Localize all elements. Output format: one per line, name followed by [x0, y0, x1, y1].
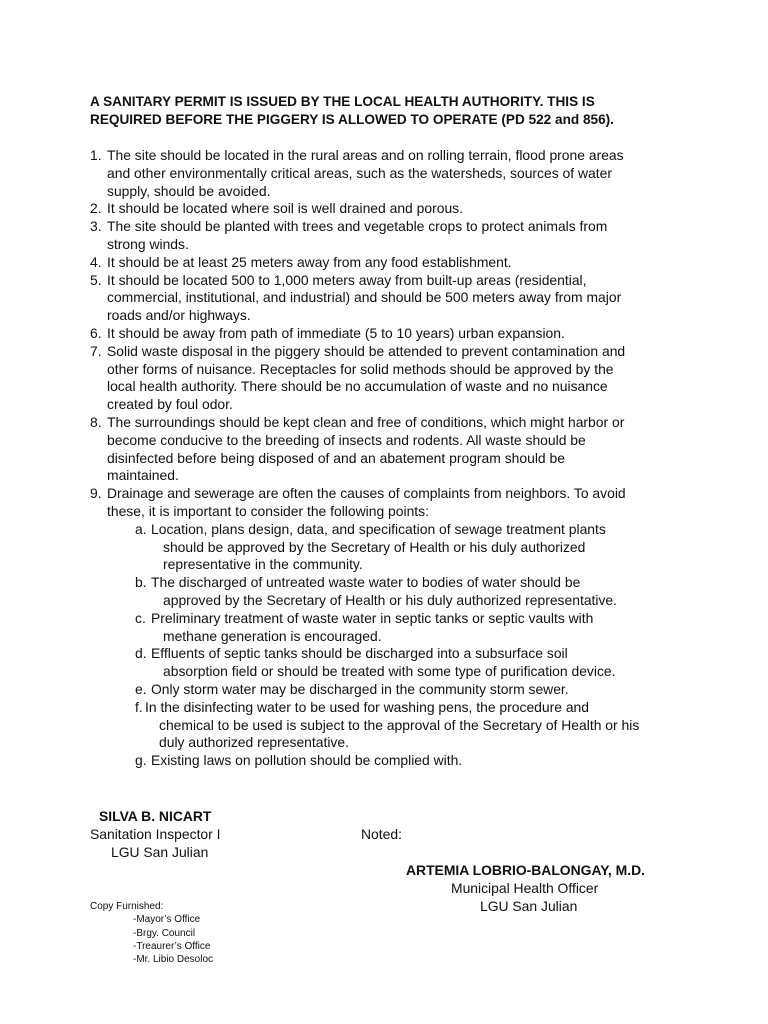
item-text: It should be located where soil is well drained and porous. — [107, 200, 463, 217]
sublist-item — [135, 574, 730, 610]
copy-recipient: -Mayor’s Office — [133, 914, 201, 925]
sublist-text: absorption field or should be treated with some type of purification device. — [163, 663, 616, 680]
item-number: 9. — [90, 485, 102, 502]
sublist-item — [135, 521, 730, 574]
copy-furnished-label: Copy Furnished: — [90, 901, 164, 912]
inspector-title: Sanitation Inspector I — [90, 826, 221, 842]
item-text: local health authority. There should be no accumulation of waste and no nuisance — [107, 378, 608, 395]
sublist-letter: b. — [135, 574, 147, 591]
sublist-text: Effluents of septic tanks should be discharged into a subsurface soil — [151, 645, 568, 662]
item-number: 8. — [90, 413, 102, 430]
list-item — [90, 485, 730, 770]
item-text: The surroundings should be kept clean and free of conditions, which might harbor or — [107, 413, 625, 430]
item-text: commercial, institutional, and industrial) and should be 500 meters away from major — [107, 289, 622, 306]
item-text: Solid waste disposal in the piggery should be attended to prevent contamination and — [107, 342, 626, 359]
sublist-item — [135, 681, 730, 699]
requirements-list — [90, 147, 730, 770]
sublist-text: duly authorized representative. — [159, 734, 349, 751]
item-number: 4. — [90, 253, 102, 270]
list-item — [90, 254, 730, 272]
copy-recipient: -Mr. Libio Desoloc — [133, 954, 214, 965]
sublist-text: Preliminary treatment of waste water in septic tanks or septic vaults with — [151, 609, 594, 626]
list-item — [90, 200, 730, 218]
item-text: The site should be located in the rural areas and on rolling terrain, flood prone areas — [107, 147, 624, 163]
copy-recipient: -Treaurer’s Office — [133, 941, 211, 952]
item-text: and other environmentally critical areas, such as the watersheds, sources of water — [107, 164, 612, 181]
item-number: 3. — [90, 218, 102, 235]
sublist-text: The discharged of untreated waste water to bodies of water should be — [151, 574, 581, 591]
list-item — [90, 272, 730, 325]
sublist-letter: c. — [135, 609, 146, 626]
list-item — [90, 414, 730, 485]
heading-line: REQUIRED BEFORE THE PIGGERY IS ALLOWED TO OPERATE (PD 522 and 856). — [90, 112, 614, 127]
considerations-sublist — [107, 521, 730, 770]
sublist-text: should be approved by the Secretary of Health or his duly authorized — [163, 538, 586, 555]
list-item — [90, 147, 730, 200]
copy-recipient: -Brgy. Council — [133, 928, 196, 939]
item-number: 2. — [90, 200, 102, 217]
item-text: strong winds. — [107, 235, 189, 252]
sublist-text: chemical to be used is subject to the approval of the Secretary of Health or his — [159, 716, 640, 733]
officer-title: Municipal Health Officer — [451, 880, 599, 896]
item-text: disinfected before being disposed of and an abatement program should be — [107, 449, 565, 466]
item-text: The site should be planted with trees and vegetable crops to protect animals from — [107, 218, 608, 235]
item-number: 7. — [90, 342, 102, 359]
inspector-office: LGU San Julian — [111, 844, 209, 860]
heading-line: A SANITARY PERMIT IS ISSUED BY THE LOCAL HEALTH AUTHORITY. THIS IS — [90, 94, 595, 109]
item-text: become conducive to the breeding of insects and rodents. All waste should be — [107, 431, 586, 448]
noted-label: Noted: — [361, 826, 402, 842]
document-heading — [90, 93, 710, 129]
inspector-name: SILVA B. NICART — [99, 808, 212, 824]
officer-name: ARTEMIA LOBRIO-BALONGAY, M.D. — [406, 862, 645, 878]
item-text: roads and/or highways. — [107, 307, 251, 324]
sublist-text: methane generation is encouraged. — [163, 627, 382, 644]
item-text: It should be at least 25 meters away from any food establishment. — [107, 253, 512, 270]
list-item — [90, 218, 730, 254]
sublist-text: Only storm water may be discharged in the community storm sewer. — [151, 680, 569, 697]
officer-office: LGU San Julian — [480, 898, 578, 914]
item-text: It should be located 500 to 1,000 meters away from built-up areas (residential, — [107, 271, 587, 288]
item-text: maintained. — [107, 467, 179, 484]
item-number: 1. — [90, 147, 102, 163]
item-number: 5. — [90, 271, 102, 288]
list-item — [90, 325, 730, 343]
list-item — [90, 343, 730, 414]
item-text: other forms of nuisance. Receptacles for solid methods should be approved by the — [107, 360, 614, 377]
item-text: created by foul odor. — [107, 396, 233, 413]
sublist-item — [135, 645, 730, 681]
sublist-text: In the disinfecting water to be used for washing pens, the procedure and — [145, 698, 590, 715]
item-text: supply, should be avoided. — [107, 182, 271, 199]
sublist-letter: d. — [135, 645, 147, 662]
sublist-text: approved by the Secretary of Health or his duly authorized representative. — [163, 591, 618, 608]
item-text: It should be away from path of immediate (5 to 10 years) urban expansion. — [107, 324, 565, 341]
item-text: these, it is important to consider the following points: — [107, 502, 429, 519]
item-number: 6. — [90, 324, 102, 341]
sublist-item — [135, 752, 730, 770]
sublist-letter: a. — [135, 520, 147, 537]
sublist-text: Existing laws on pollution should be complied with. — [151, 752, 463, 769]
sublist-text: representative in the community. — [163, 556, 363, 573]
sublist-item — [135, 610, 730, 646]
sublist-letter: g. — [135, 752, 147, 769]
sublist-text: Location, plans design, data, and specification of sewage treatment plants — [151, 520, 606, 537]
sublist-letter: f. — [135, 698, 143, 715]
item-text: Drainage and sewerage are often the causes of complaints from neighbors. To avoid — [107, 485, 626, 502]
sublist-item — [135, 699, 730, 752]
sublist-letter: e. — [135, 680, 147, 697]
